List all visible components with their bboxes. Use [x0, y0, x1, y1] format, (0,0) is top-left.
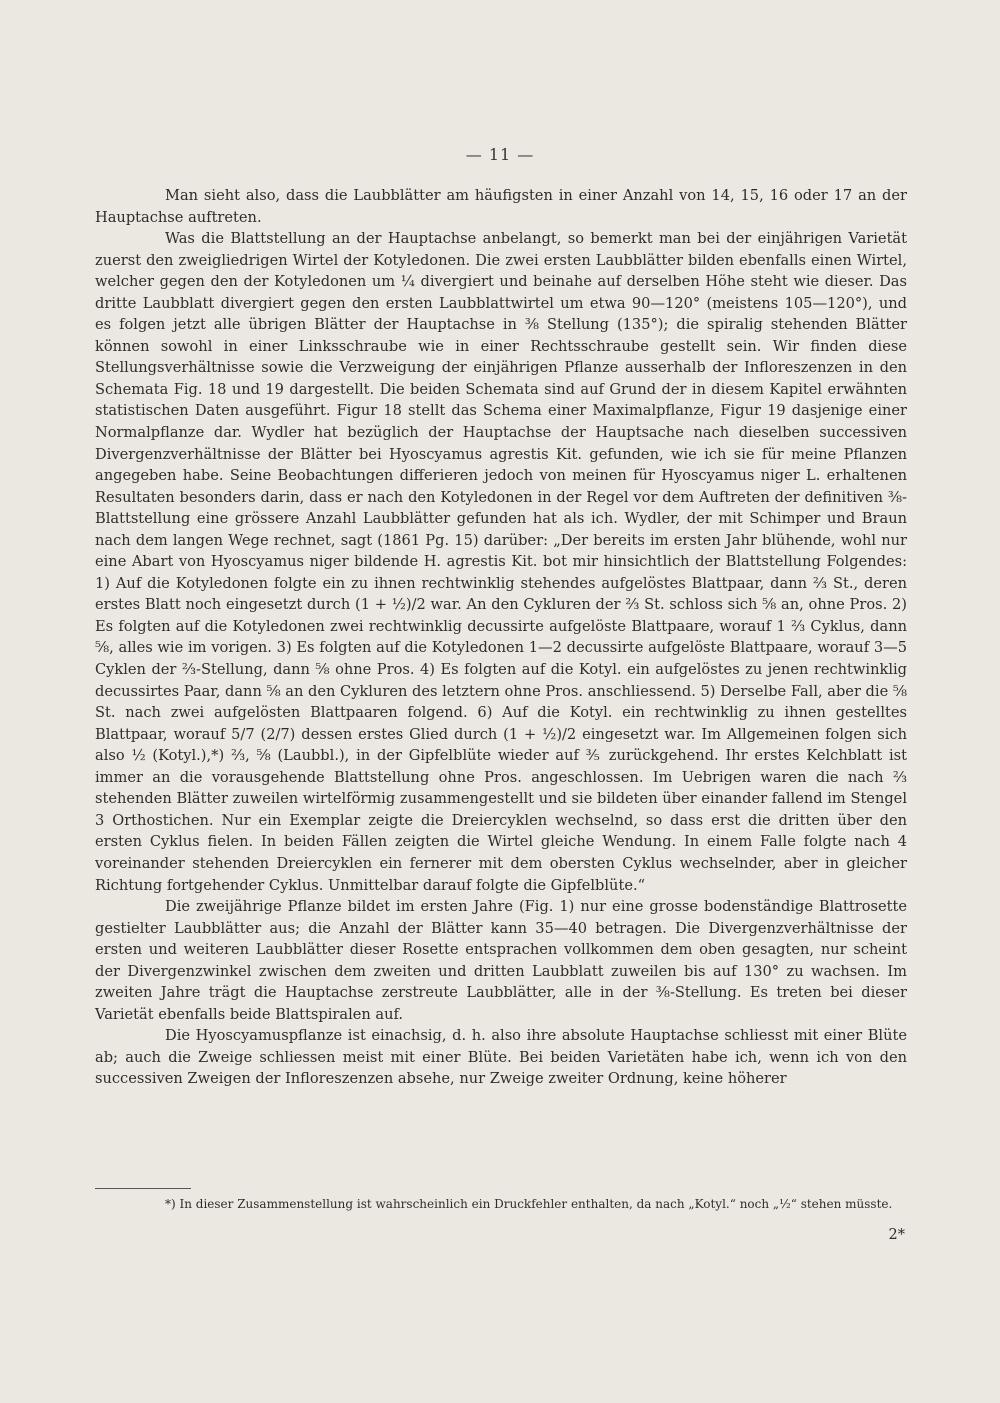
paragraph-3: Die zweijährige Pflanze bildet im ersten Jahre (Fig. 1) nur eine grosse bodenständige Blattrosette gestielter Laubblätter aus; die Anzahl der Blätter kann 35—40 betragen. Die Divergenzverhältnisse der ersten und weiteren Laubblätter dieser Rosette entsprachen vollkommen dem oben gesagten, nur scheint der Divergenzwinkel zwischen dem zweiten und dritten Laubblatt zuweilen bis auf 130° zu wachsen. Im zweiten Jahre trägt die Hauptachse zerstreute Laubblätter, alle in der ⅜-Stellung. Es treten bei dieser Varietät ebenfalls beide Blattspiralen auf.	[95, 898, 907, 1023]
paragraph-2: Was die Blattstellung an der Hauptachse anbelangt, so bemerkt man bei der einjährigen Varietät zuerst den zweigliedrigen Wirtel der Kotyledonen. Die zwei ersten Laubblätter bilden ebenfalls einen Wirtel, welcher gegen den der Kotyledonen um ¼ divergiert und beinahe auf derselben Höhe steht wie dieser. Das dritte Laubblatt divergiert gegen den ersten Laubblattwirtel um etwa 90—120° (meistens 105—120°), und es folgen jetzt alle übrigen Blätter der Hauptachse in ⅜ Stellung (135°); die spiralig stehenden Blätter können sowohl in einer Linksschraube wie in einer Rechtsschraube gestellt sein. Wir finden diese Stellungsverhältnisse sowie die Verzweigung der einjährigen Pflanze ausserhalb der Infloreszenzen in den Schemata Fig. 18 und 19 dargestellt. Die beiden Schemata sind auf Grund der in diesem Kapitel erwähnten statistischen Daten ausgeführt. Figur 18 stellt das Schema einer Maximalpflanze, Figur 19 dasjenige einer Normalpflanze dar. Wydler hat bezüglich der Hauptachse der Hauptsache nach dieselben successiven Divergenzverhältnisse der Blätter bei Hyoscyamus agrestis Kit. gefunden, wie ich sie für meine Pflanzen angegeben habe. Seine Beobachtungen differieren jedoch von meinen für Hyoscyamus niger L. erhaltenen Resultaten besonders darin, dass er nach den Kotyledonen in der Regel vor dem Auftreten der definitiven ⅜-Blattstellung eine grössere Anzahl Laubblätter gefunden hat als ich. Wydler, der mit Schimper und Braun nach dem langen Wege rechnet, sagt (1861 Pg. 15) darüber: „Der bereits im ersten Jahr blühende, wohl nur eine Abart von Hyoscyamus niger bildende H. agrestis Kit. bot mir hinsichtlich der Blattstellung Folgendes: 1) Auf die Kotyledonen folgte ein zu ihnen rechtwinklig stehendes aufgelöstes Blattpaar, dann ⅔ St., deren erstes Blatt noch eingesetzt durch (1 + ½)/2 war. An den Cykluren der ⅔ St. schloss sich ⅝ an, ohne Pros. 2) Es folgten auf die Kotyledonen zwei rechtwinklig decussirte aufgelöste Blattpaare, worauf 1 ⅔ Cyklus, dann ⅝, alles wie im vorigen. 3) Es folgten auf die Kotyledonen 1—2 decussirte aufgelöste Blattpaare, worauf 3—5 Cyklen der ⅔-Stellung, dann ⅝ ohne Pros. 4) Es folgten auf die Kotyl. ein aufgelöstes zu jenen rechtwinklig decussirtes Paar, dann ⅝ an den Cykluren des letztern ohne Pros. anschliessend. 5) Derselbe Fall, aber die ⅝ St. nach zwei aufgelösten Blattpaaren folgend. 6) Auf die Kotyl. ein rechtwinklig zu ihnen gestelltes Blattpaar, worauf 5/7 (2/7) dessen erstes Glied durch (1 + ½)/2 eingesetzt war. Im Allgemeinen folgen sich also ½ (Kotyl.),*) ⅔, ⅝ (Laubbl.), in der Gipfelblüte wieder auf ⅗ zurückgehend. Ihr erstes Kelchblatt ist immer an die vorausgehende Blattstellung ohne Pros. angeschlossen. Im Uebrigen waren die nach ⅔ stehenden Blätter zuweilen wirtelförmig zusammengestellt und sie bildeten über einander fallend im Stengel 3 Orthostichen. Nur ein Exemplar zeigte die Dreiercyklen wechselnd, so dass erst die dritten über den ersten Cyklus fielen. In beiden Fällen zeigten die Wirtel gleiche Wendung. In einem Falle folgte nach 4 voreinander stehenden Dreiercyklen ein fernerer mit dem obersten Cyklus wechselnder, aber in gleicher Richtung fortgehender Cyklus. Unmittelbar darauf folgte die Gipfelblüte.“	[95, 230, 907, 894]
paragraph-4: Die Hyoscyamuspflanze ist einachsig, d. h. also ihre absolute Hauptachse schliesst mit einer Blüte ab; auch die Zweige schliessen meist mit einer Blüte. Bei beiden Varietäten habe ich, wenn ich von den successiven Zweigen der Infloreszenzen absehe, nur Zweige zweiter Ordnung, keine höherer	[95, 1027, 907, 1088]
page-number: — 11 —	[465, 145, 535, 164]
body-text	[95, 185, 907, 1090]
paragraph-1: Man sieht also, dass die Laubblätter am häufigsten in einer Anzahl von 14, 15, 16 oder 17 an der Hauptachse auftreten.	[95, 187, 907, 226]
footnote: *) In dieser Zusammenstellung ist wahrscheinlich ein Druckfehler enthalten, da nach „Kotyl.“ noch „½“ stehen müsste.	[165, 1197, 893, 1211]
footnote-rule	[95, 1188, 191, 1189]
signature-mark: 2*	[888, 1227, 905, 1243]
